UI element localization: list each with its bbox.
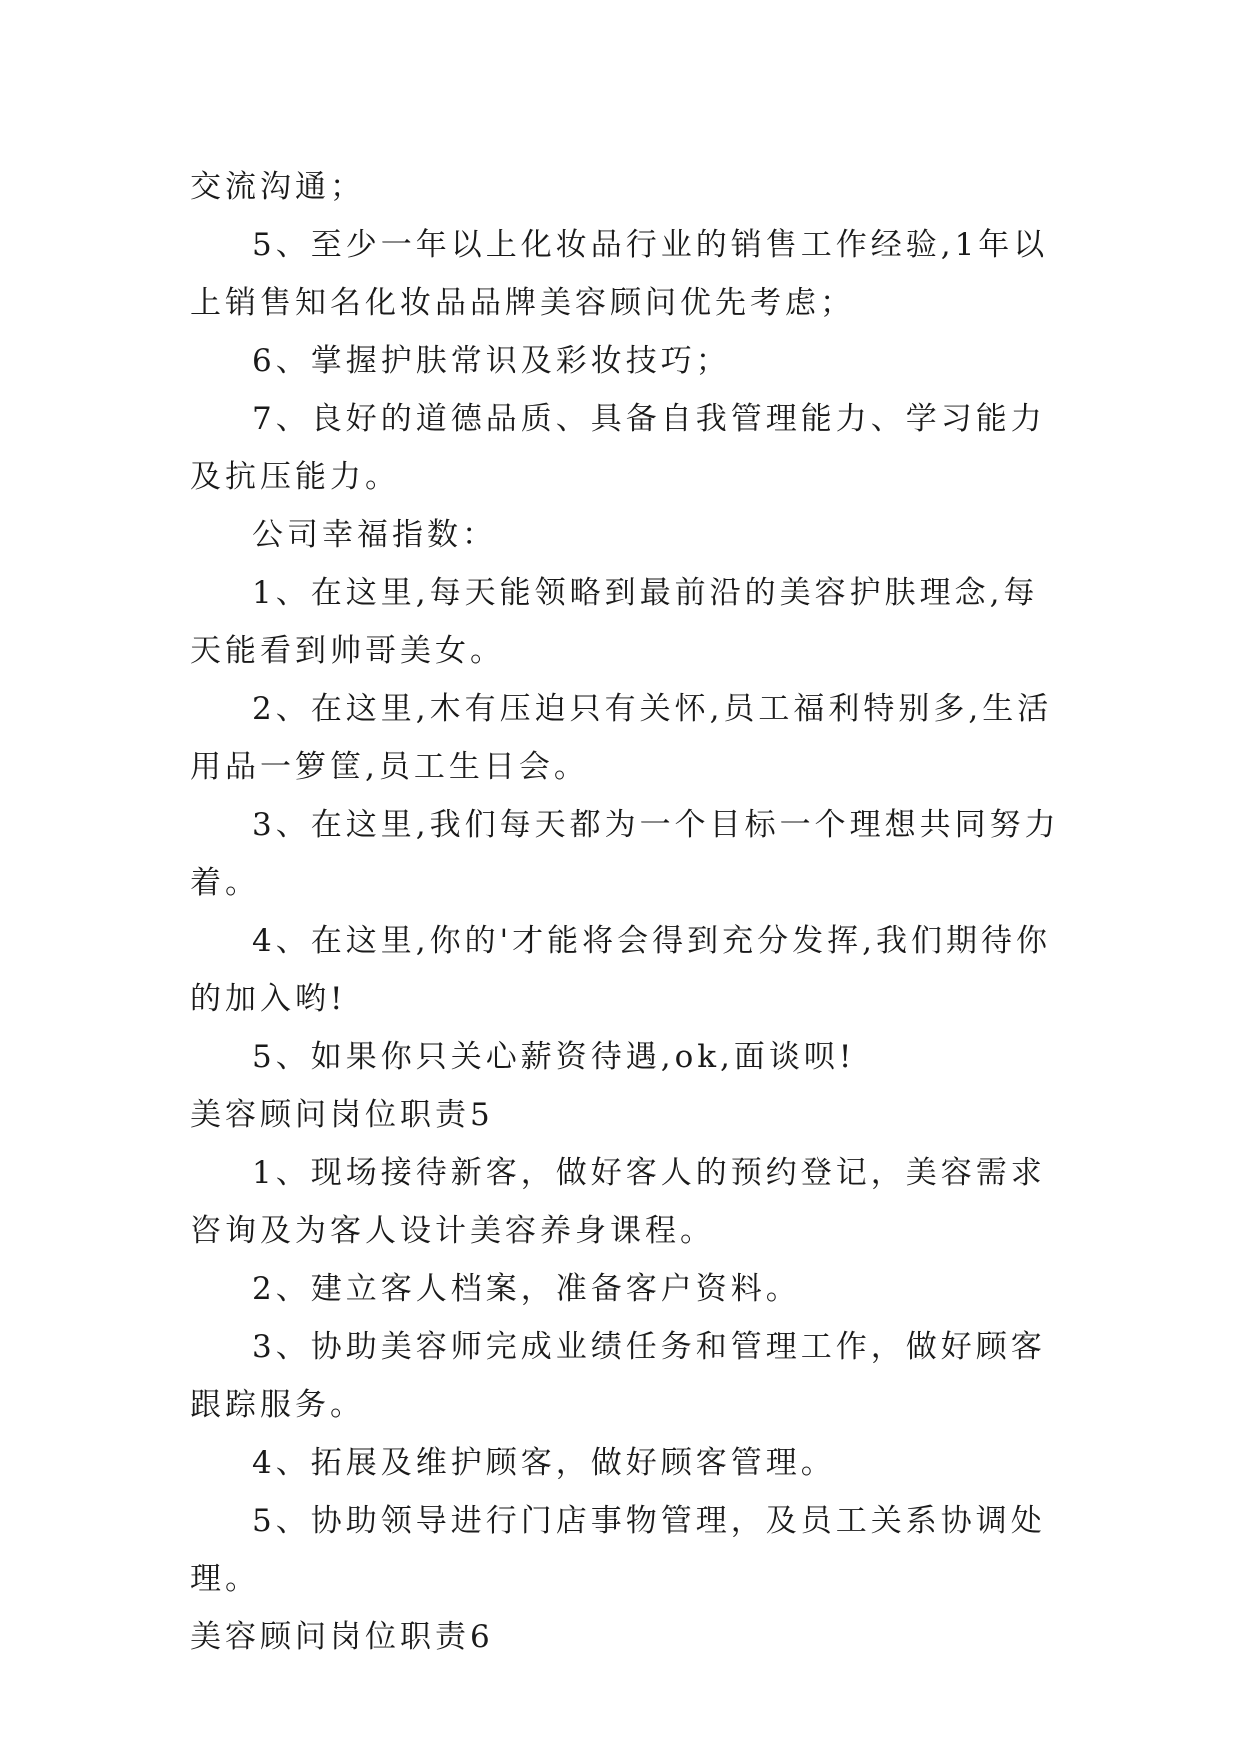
happiness-item-3: 3、在这里,我们每天都为一个目标一个理想共同努力着。: [190, 807, 1060, 901]
duty-item-1: 1、现场接待新客，做好客人的预约登记，美容需求咨询及为客人设计美容养身课程。: [190, 1155, 1046, 1249]
requirement-item-6: 6、掌握护肤常识及彩妆技巧；: [252, 343, 731, 379]
happiness-item-2: 2、在这里,木有压迫只有关怀,员工福利特别多,生活用品一箩筐,员工生日会。: [190, 691, 1053, 785]
happiness-index-heading: 公司幸福指数：: [252, 517, 497, 553]
document-body: [190, 158, 1060, 1666]
duty-item-3: 3、协助美容师完成业绩任务和管理工作，做好顾客跟踪服务。: [190, 1329, 1046, 1423]
duty-item-4: 4、拓展及维护顾客，做好顾客管理。: [252, 1445, 836, 1481]
section-title-6: 美容顾问岗位职责6: [190, 1619, 494, 1655]
section-title-5: 美容顾问岗位职责5: [190, 1097, 494, 1133]
duty-item-5: 5、协助领导进行门店事物管理，及员工关系协调处理。: [190, 1503, 1046, 1597]
requirement-item-5: 5、至少一年以上化妆品行业的销售工作经验,1年以上销售知名化妆品品牌美容顾问优先考虑；: [190, 227, 1049, 321]
happiness-item-4: 4、在这里,你的'才能将会得到充分发挥,我们期待你的加入哟!: [190, 923, 1051, 1017]
requirement-item-7: 7、良好的道德品质、具备自我管理能力、学习能力及抗压能力。: [190, 401, 1046, 495]
happiness-item-1: 1、在这里,每天能领略到最前沿的美容护肤理念,每天能看到帅哥美女。: [190, 575, 1039, 669]
duty-item-2: 2、建立客人档案，准备客户资料。: [252, 1271, 801, 1307]
paragraph-continuation: 交流沟通；: [190, 169, 365, 205]
happiness-item-5: 5、如果你只关心薪资待遇,ok,面谈呗!: [252, 1039, 856, 1075]
